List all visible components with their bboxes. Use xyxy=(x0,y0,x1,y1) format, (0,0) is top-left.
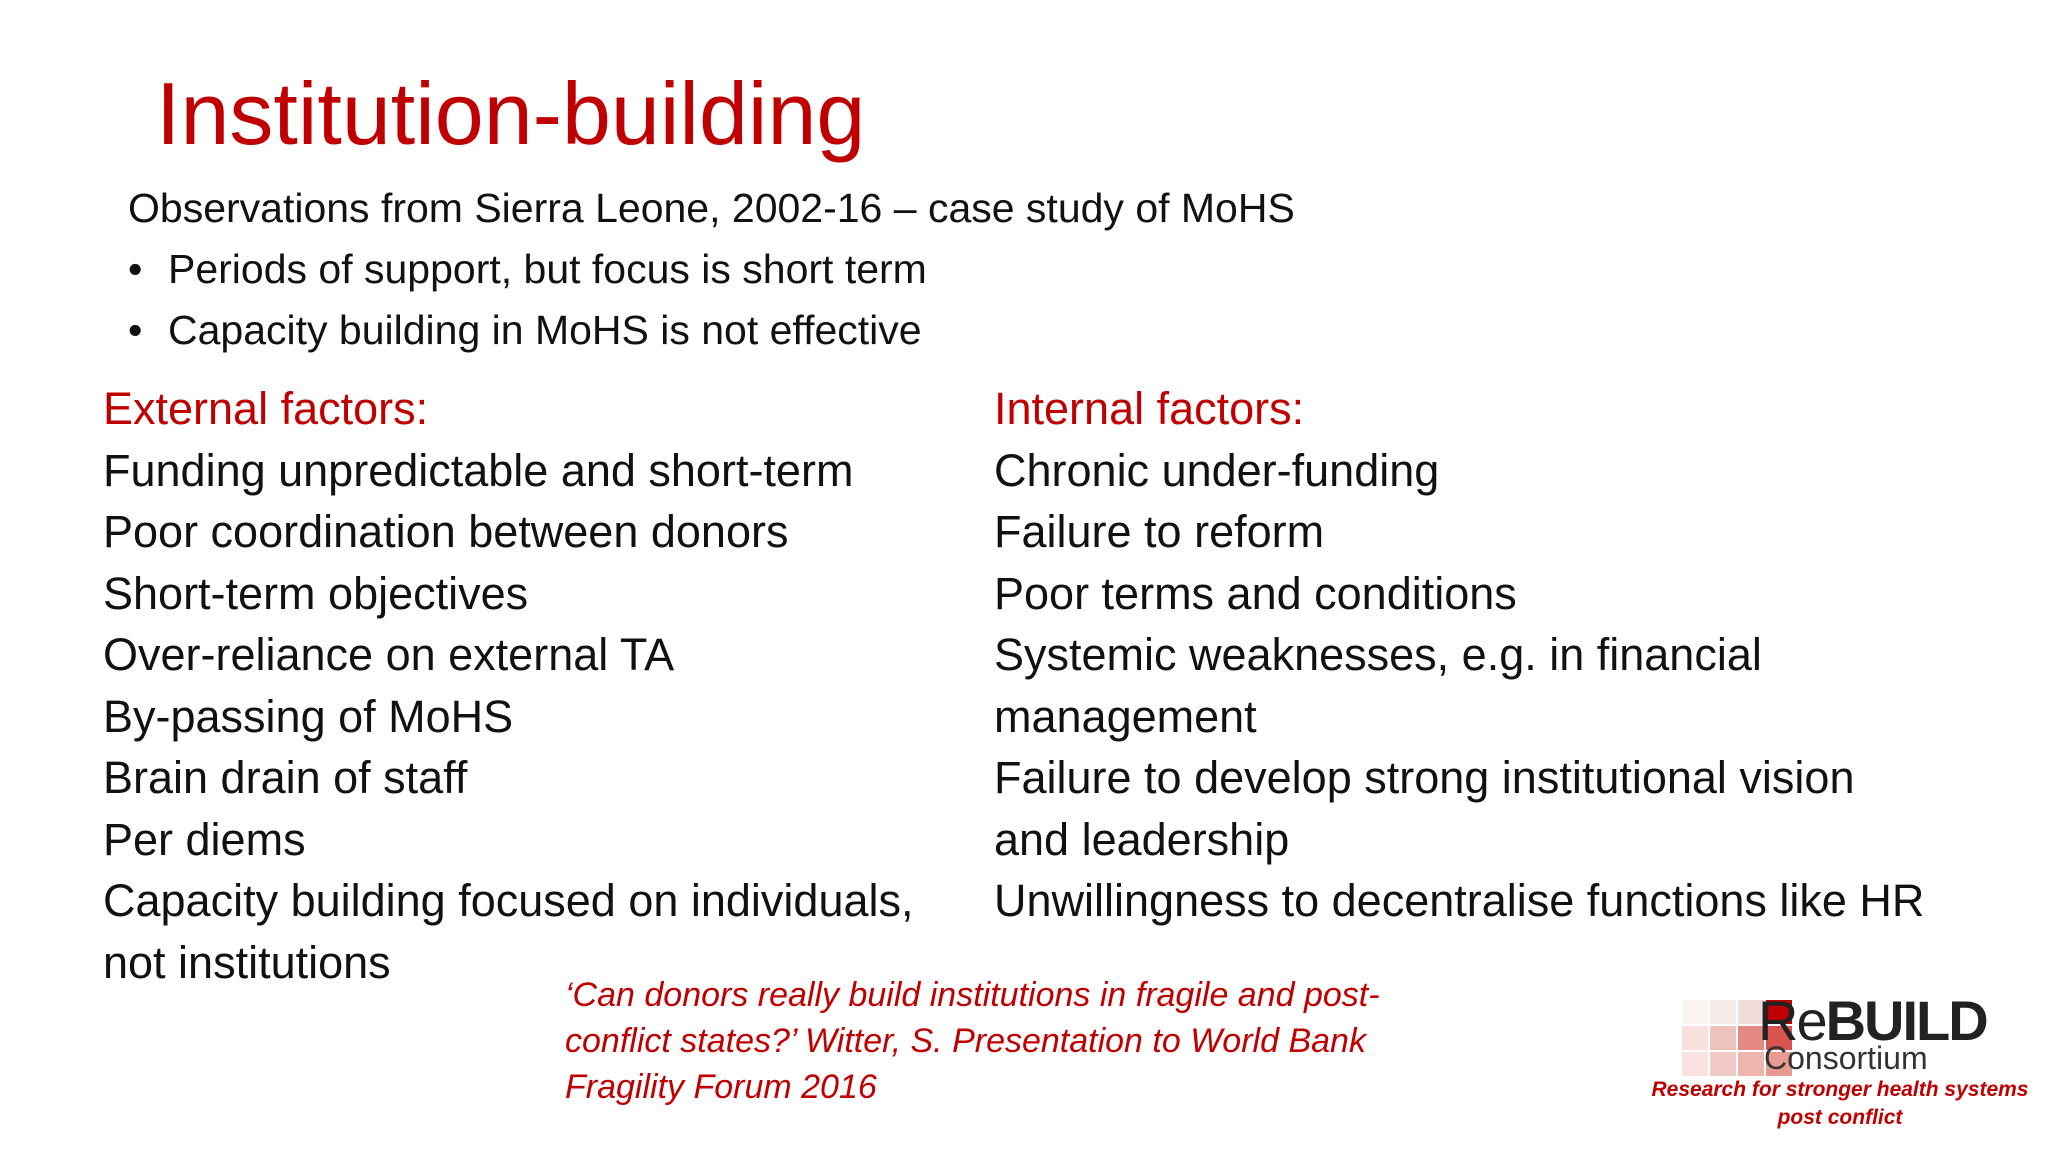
intro-bullet-text: Capacity building in MoHS is not effective xyxy=(168,307,922,353)
citation-line: conflict states?’ Witter, S. Presentation to World Bank xyxy=(565,1022,1366,1060)
citation-line: Fragility Forum 2016 xyxy=(565,1068,877,1106)
internal-factor-item: Systemic weaknesses, e.g. in financial xyxy=(994,629,1762,680)
citation xyxy=(565,972,1465,1110)
logo-word-re: Re xyxy=(1758,989,1826,1052)
tagline-line: post conflict xyxy=(1777,1106,1903,1129)
logo-tagline xyxy=(1640,1076,2040,1132)
internal-factor-item: management xyxy=(994,690,1257,742)
internal-factor-item: Chronic under-funding xyxy=(994,444,1440,496)
external-factor-item: Over-reliance on external TA xyxy=(103,629,675,680)
citation-line: ‘Can donors really build institutions in fragile and post- xyxy=(565,976,1380,1014)
external-factors-heading: External factors: xyxy=(103,383,429,434)
rebuild-logo xyxy=(1640,989,2040,1142)
internal-factor-item: and leadership xyxy=(994,813,1290,865)
external-factor-item: Poor coordination between donors xyxy=(103,506,789,557)
intro-bullet xyxy=(128,300,1295,361)
intro-subtitle: Observations from Sierra Leone, 2002-16 – case study of MoHS xyxy=(128,185,1295,231)
external-factor-item: not institutions xyxy=(103,936,391,988)
internal-factor-item: Failure to reform xyxy=(994,506,1325,557)
external-factor-item: Funding unpredictable and short-term xyxy=(103,444,854,496)
internal-factor-item: Failure to develop strong institutional vision xyxy=(994,752,1855,803)
external-factor-item: Per diems xyxy=(103,813,306,865)
internal-factor-item: Poor terms and conditions xyxy=(994,567,1517,619)
external-factor-item: By-passing of MoHS xyxy=(103,690,514,742)
external-factor-item: Short-term objectives xyxy=(103,567,529,619)
bullet-icon: • xyxy=(128,307,143,353)
external-factors-column xyxy=(103,378,983,993)
internal-factors-column xyxy=(994,378,2004,932)
external-factor-item: Brain drain of staff xyxy=(103,752,468,803)
tagline-line: Research for stronger health systems xyxy=(1651,1078,2029,1101)
bullet-icon: • xyxy=(128,246,143,292)
logo-word-build: BUILD xyxy=(1825,989,1987,1052)
logo-subword: Consortium xyxy=(1764,1040,1928,1076)
intro-bullet xyxy=(128,239,1295,300)
intro-block xyxy=(128,178,1295,361)
slide-title: Institution-building xyxy=(156,64,866,163)
intro-bullet-text: Periods of support, but focus is short term xyxy=(168,246,927,292)
external-factor-item: Capacity building focused on individuals, xyxy=(103,875,914,926)
internal-factors-heading: Internal factors: xyxy=(994,383,1305,434)
internal-factor-item: Unwillingness to decentralise functions like HR xyxy=(994,875,1925,926)
